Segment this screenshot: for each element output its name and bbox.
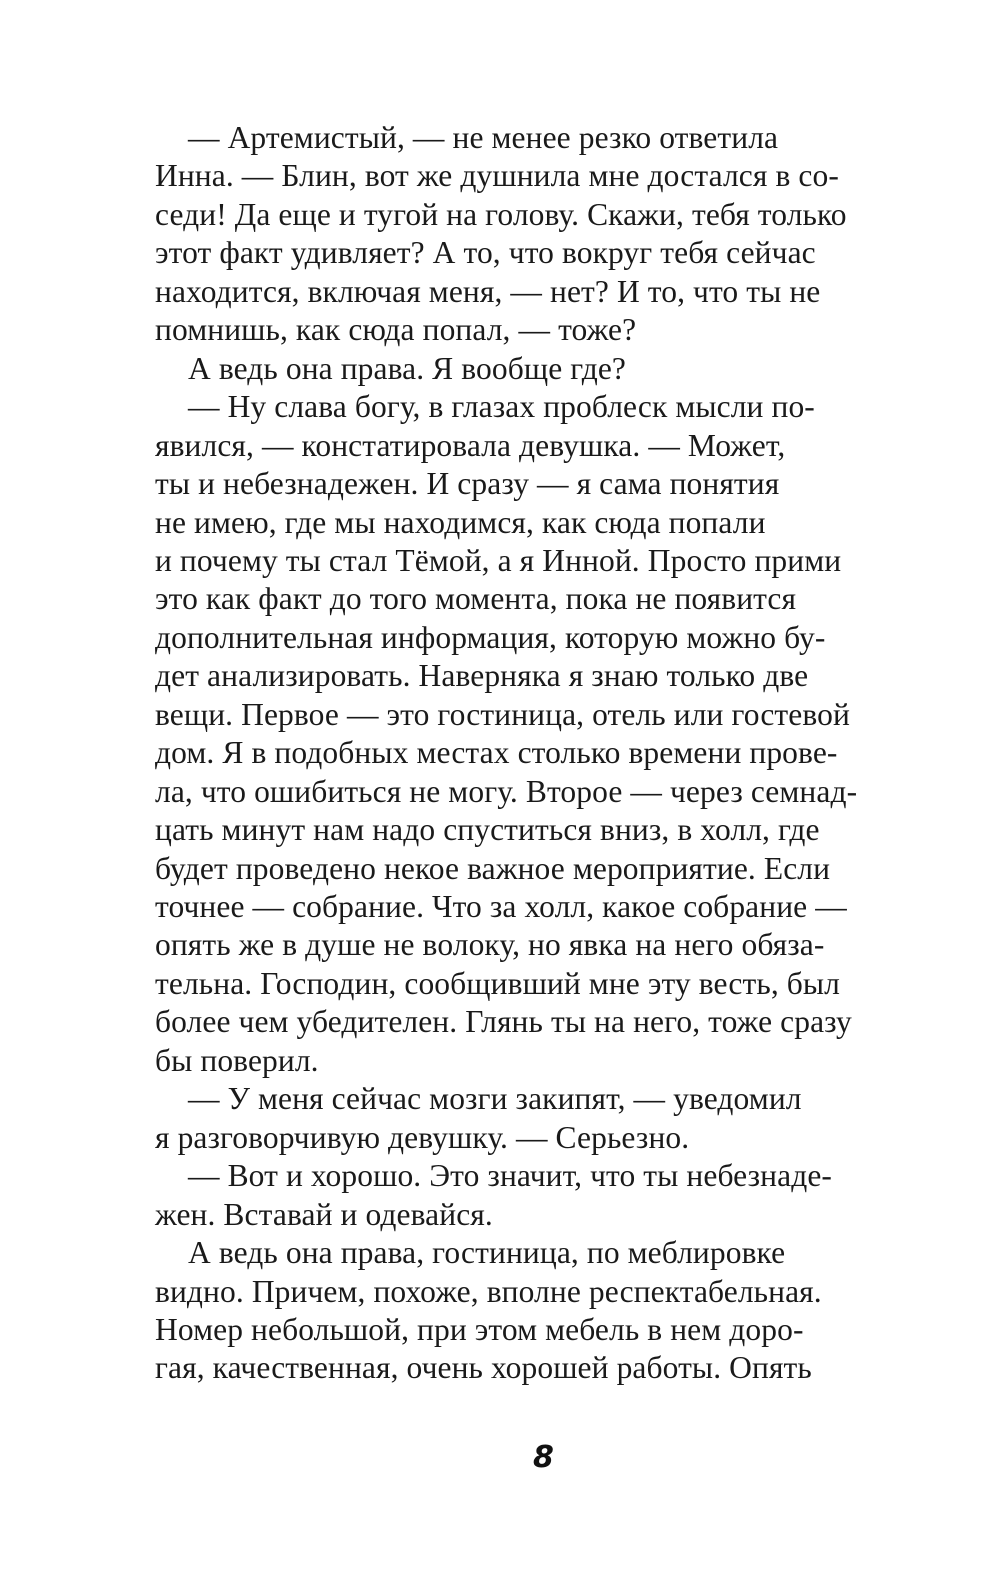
text-line: — Артемистый, — не менее резко ответила [188, 120, 779, 155]
text-line: — У меня сейчас мозги закипят, — уведомил [188, 1081, 802, 1117]
text-line: точнее — собрание. Что за холл, какое собрание — [155, 889, 847, 924]
page-number: 8 [533, 1440, 554, 1475]
text-line: А ведь она права, гостиница, по меблировке [188, 1235, 786, 1271]
text-line: вещи. Первое — это гостиница, отель или гостевой [155, 696, 850, 732]
text-line: Номер небольшой, при этом мебель в нем доро- [155, 1311, 804, 1347]
text-line: ла, что ошибиться не могу. Второе — через семнад- [155, 773, 858, 809]
text-line: А ведь она права. Я вообще где? [188, 350, 627, 386]
text-line: бы поверил. [155, 1042, 319, 1078]
text-line: видно. Причем, похоже, вполне респектабельная. [155, 1273, 822, 1309]
text-line: и почему ты стал Тёмой, а я Инной. Просто прими [155, 542, 842, 578]
text-line: Инна. — Блин, вот же душнила мне достался в со- [155, 158, 839, 194]
text-line: дополнительная информация, которую можно бу- [155, 619, 826, 655]
text-line: ты и небезнадежен. И сразу — я сама понятия [155, 466, 780, 502]
text-line: опять же в душе не волоку, но явка на него обяза- [155, 927, 825, 963]
text-line: этот факт удивляет? А то, что вокруг тебя сейчас [155, 235, 816, 271]
text-line: — Вот и хорошо. Это значит, что ты небезнаде- [188, 1158, 833, 1194]
text-line: не имею, где мы находимся, как сюда попали [155, 504, 766, 540]
text-line: — Ну слава богу, в глазах проблеск мысли по- [188, 389, 815, 425]
text-line: находится, включая меня, — нет? И то, что ты не [155, 273, 821, 309]
text-line: гая, качественная, очень хорошей работы. Опять [155, 1350, 812, 1386]
text-line: тельна. Господин, сообщивший мне эту весть, был [155, 965, 840, 1001]
text-line: дет анализировать. Наверняка я знаю только две [155, 658, 809, 694]
text-line: явился, — констатировала девушка. — Может, [155, 427, 786, 463]
text-line: это как факт до того момента, пока не появится [155, 581, 797, 617]
text-line: будет проведено некое важное мероприятие. Если [155, 850, 831, 886]
text-line: помнишь, как сюда попал, — тоже? [155, 312, 637, 348]
text-line: седи! Да еще и тугой на голову. Скажи, тебя только [155, 196, 847, 232]
text-line: более чем убедителен. Глянь ты на него, тоже сразу [155, 1004, 852, 1040]
text-line: я разговорчивую девушку. — Серьезно. [155, 1119, 690, 1155]
text-line: жен. Вставай и одевайся. [155, 1196, 493, 1232]
text-line: дом. Я в подобных местах столько времени прове- [155, 735, 838, 771]
text-line: цать минут нам надо спуститься вниз, в холл, где [155, 812, 820, 848]
